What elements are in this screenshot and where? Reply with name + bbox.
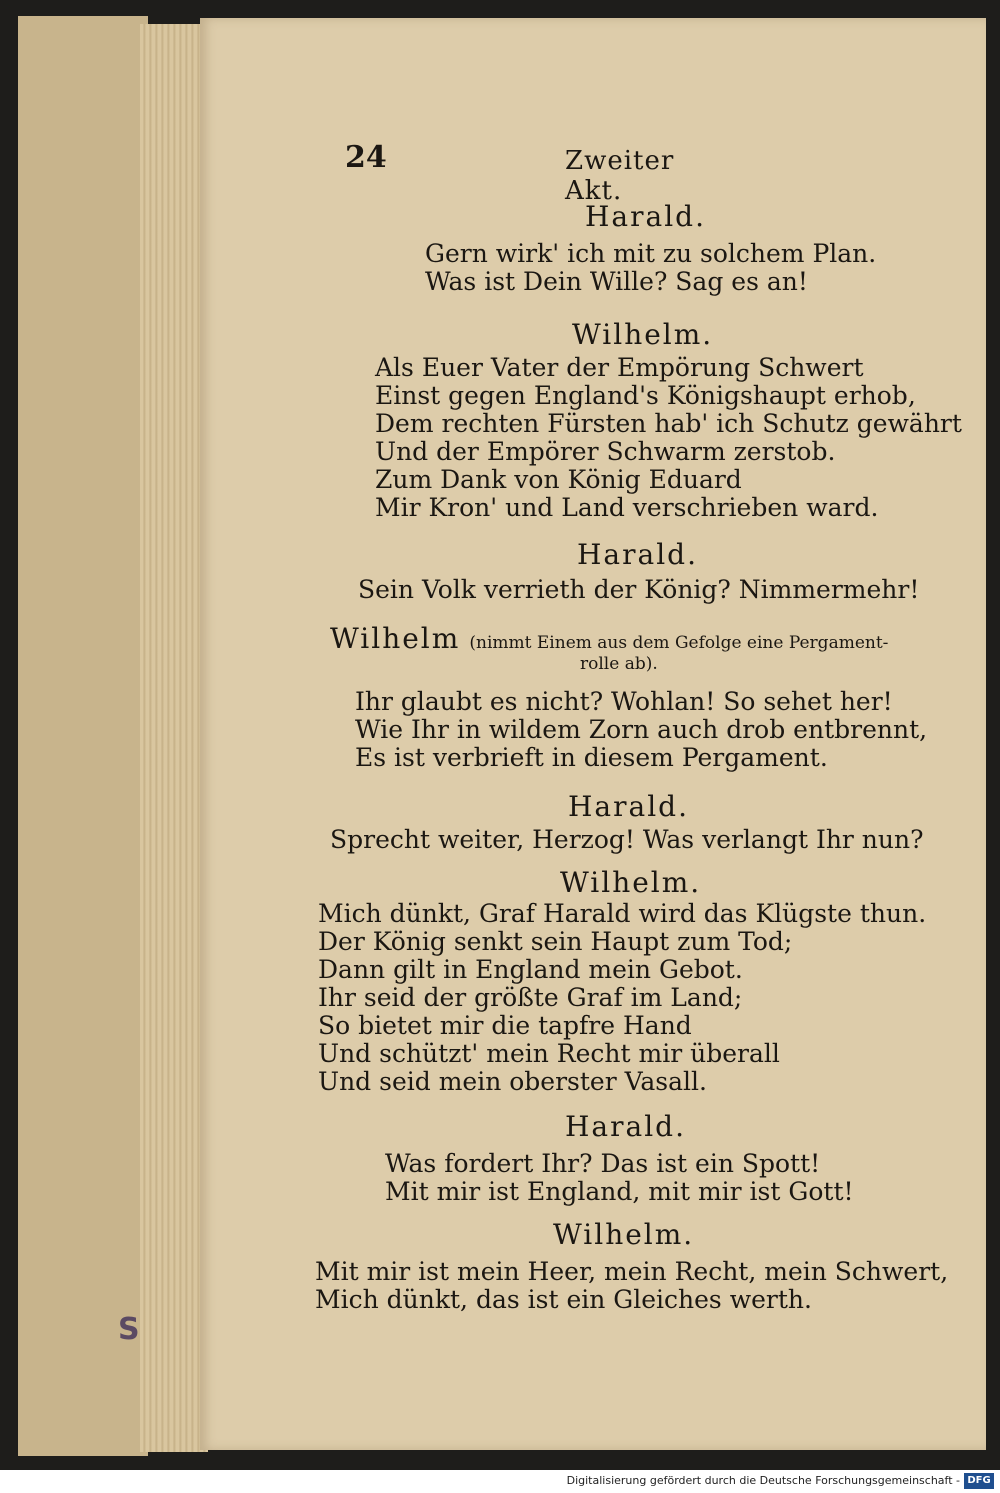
verse-line: Und seid mein oberster Vasall. bbox=[318, 1067, 707, 1096]
verse-line: Ihr seid der größte Graf im Land; bbox=[318, 983, 743, 1012]
page-header bbox=[345, 140, 725, 206]
speaker-name: Harald. bbox=[568, 790, 689, 823]
verse-line: Einst gegen England's Königshaupt erhob, bbox=[375, 381, 916, 410]
verse-line: Mit mir ist England, mit mir ist Gott! bbox=[385, 1177, 854, 1206]
library-stamp: S bbox=[118, 1312, 140, 1347]
dfg-logo: DFG bbox=[964, 1473, 994, 1489]
speaker-name: Wilhelm. bbox=[560, 866, 702, 899]
stage-direction-continued: rolle ab). bbox=[580, 654, 658, 674]
book-cover-board bbox=[18, 16, 148, 1456]
verse-line: Sein Volk verrieth der König? Nimmermehr! bbox=[358, 575, 920, 604]
verse-block bbox=[318, 900, 926, 1096]
page-number: 24 bbox=[345, 140, 387, 175]
verse-block bbox=[425, 240, 876, 296]
verse-line: Ihr glaubt es nicht? Wohlan! So sehet her! bbox=[355, 687, 893, 716]
speaker-name: Harald. bbox=[577, 538, 698, 571]
verse-line: Mich dünkt, Graf Harald wird das Klügste thun. bbox=[318, 899, 927, 928]
verse-line: So bietet mir die tapfre Hand bbox=[318, 1011, 692, 1040]
page-edges bbox=[140, 24, 208, 1452]
verse-block bbox=[385, 1150, 854, 1206]
verse-line: Mir Kron' und Land verschrieben ward. bbox=[375, 493, 879, 522]
verse-line: Wie Ihr in wildem Zorn auch drob entbrennt, bbox=[355, 715, 928, 744]
verse-line: Gern wirk' ich mit zu solchem Plan. bbox=[425, 239, 877, 268]
speaker-name: Wilhelm. bbox=[553, 1218, 695, 1251]
speaker-name: Wilhelm. bbox=[572, 318, 714, 351]
digitization-footer bbox=[0, 1470, 1000, 1493]
verse-line: Und schützt' mein Recht mir überall bbox=[318, 1039, 780, 1068]
speaker-name: Harald. bbox=[565, 1110, 686, 1143]
verse-line: Es ist verbrieft in diesem Pergament. bbox=[355, 743, 828, 772]
speaker-name: Harald. bbox=[585, 200, 706, 233]
verse-block bbox=[375, 354, 962, 522]
verse-block bbox=[355, 688, 927, 772]
stage-direction: (nimmt Einem aus dem Gefolge eine Pergament- bbox=[469, 633, 889, 653]
verse-line: Was fordert Ihr? Das ist ein Spott! bbox=[385, 1149, 821, 1178]
verse-line: Mit mir ist mein Heer, mein Recht, mein Schwert, bbox=[315, 1257, 949, 1286]
verse-line: Der König senkt sein Haupt zum Tod; bbox=[318, 927, 793, 956]
verse-line: Mich dünkt, das ist ein Gleiches werth. bbox=[315, 1285, 812, 1314]
verse-block bbox=[358, 576, 919, 604]
verse-line: Und der Empörer Schwarm zerstob. bbox=[375, 437, 836, 466]
verse-line: Als Euer Vater der Empörung Schwert bbox=[375, 353, 864, 382]
verse-line: Was ist Dein Wille? Sag es an! bbox=[425, 267, 808, 296]
running-head: Zweiter Akt. bbox=[565, 146, 675, 206]
speaker-with-stage-direction bbox=[330, 622, 930, 674]
verse-line: Zum Dank von König Eduard bbox=[375, 465, 742, 494]
verse-line: Dann gilt in England mein Gebot. bbox=[318, 955, 743, 984]
verse-block bbox=[330, 826, 924, 854]
verse-line: Dem rechten Fürsten hab' ich Schutz gewährt bbox=[375, 409, 962, 438]
footer-credit: Digitalisierung gefördert durch die Deutsche Forschungsgemeinschaft - bbox=[566, 1474, 960, 1487]
speaker-name: Wilhelm bbox=[330, 622, 461, 655]
verse-line: Sprecht weiter, Herzog! Was verlangt Ihr nun? bbox=[330, 825, 924, 854]
verse-block bbox=[315, 1258, 948, 1314]
